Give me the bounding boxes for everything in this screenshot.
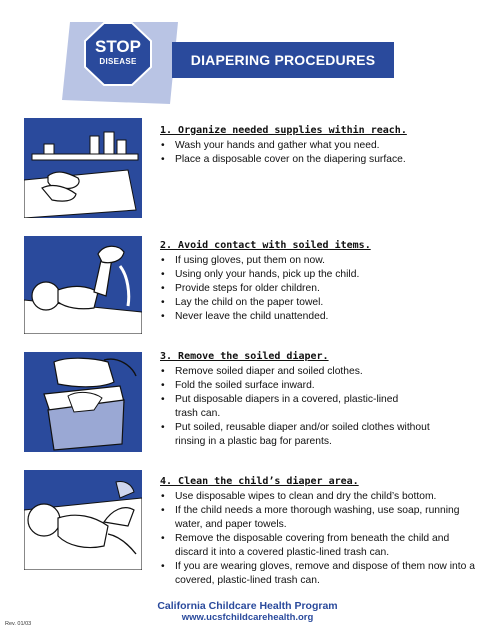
list-item: • Put disposable diapers in a covered, plastic-lined trash can.	[160, 393, 482, 421]
stop-sign-title: STOP	[95, 37, 141, 56]
step-2-list	[160, 254, 482, 324]
baby-pickup-illustration	[24, 236, 142, 334]
step-3-heading: 3. Remove the soiled diaper.	[160, 351, 329, 362]
list-item: • Provide steps for older children.	[160, 282, 482, 296]
list-item: • Lay the child on the paper towel.	[160, 296, 482, 310]
baby-cleaning-illustration	[24, 470, 142, 570]
list-item: • Wash your hands and gather what you need.	[160, 139, 482, 153]
step-2	[160, 239, 482, 324]
step-3-list	[160, 365, 482, 449]
list-item: • Using only your hands, pick up the child.	[160, 268, 482, 282]
footer-organization: California Childcare Health Program	[157, 600, 338, 612]
list-item: • If using gloves, put them on now.	[160, 254, 482, 268]
list-item: • Never leave the child unattended.	[160, 310, 482, 324]
list-item: • If the child needs a more thorough washing, use soap, running water, and paper towels.	[160, 504, 482, 532]
revision-note: Rev. 01/03	[5, 621, 32, 627]
list-item: • Fold the soiled surface inward.	[160, 379, 482, 393]
step-1-list	[160, 139, 482, 167]
list-item: • Use disposable wipes to clean and dry the child’s bottom.	[160, 490, 482, 504]
hand-washing-illustration	[24, 118, 142, 218]
step-4-heading: 4. Clean the child’s diaper area.	[160, 476, 359, 487]
list-item: • If you are wearing gloves, remove and dispose of them now into a covered, plastic-lined trash can.	[160, 560, 482, 588]
step-1-heading: 1. Organize needed supplies within reach.	[160, 125, 407, 136]
footer-website-link[interactable]: www.ucsfchildcarehealth.org	[181, 612, 314, 623]
list-item: • Put soiled, reusable diaper and/or soiled clothes without rinsing in a plastic bag for parents.	[160, 421, 482, 449]
list-item: • Place a disposable cover on the diapering surface.	[160, 153, 482, 167]
stop-sign-subtitle: DISEASE	[99, 57, 137, 66]
list-item: • Remove the disposable covering from beneath the child and discard it into a covered plastic-lined trash can.	[160, 532, 482, 560]
page-title: DIAPERING PROCEDURES	[190, 52, 376, 68]
list-item: • Remove soiled diaper and soiled clothes.	[160, 365, 482, 379]
step-4	[160, 475, 482, 588]
step-1	[160, 124, 482, 167]
step-4-list	[160, 490, 482, 588]
step-3	[160, 350, 482, 449]
step-2-heading: 2. Avoid contact with soiled items.	[160, 240, 371, 251]
diaper-disposal-illustration	[24, 352, 142, 452]
